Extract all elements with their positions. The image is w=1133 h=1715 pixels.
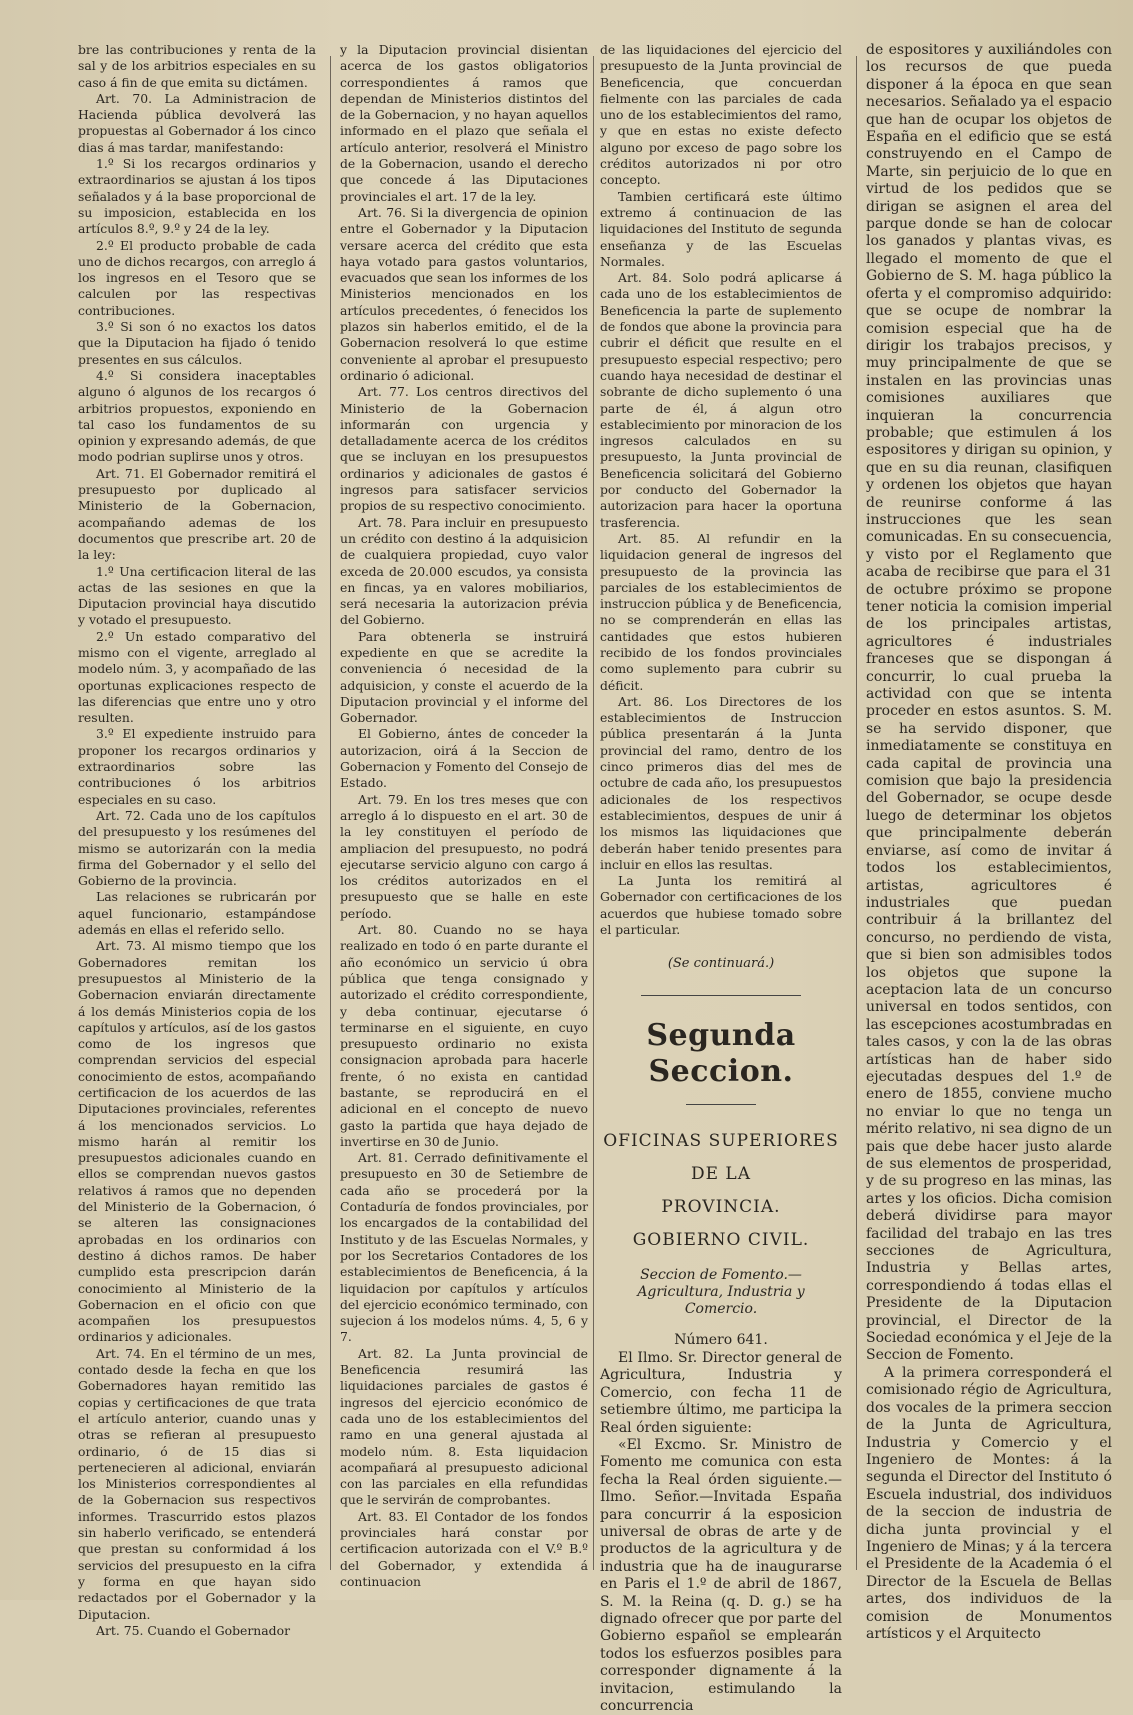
paragraph: 2.º El producto probable de cada uno de dichos recargos, con arreglo á los ingresos en el Tesoro que se calculen por las respectivas contribuciones. [78,237,316,318]
paragraph: 3.º Si son ó no exactos los datos que la Diputacion ha fijado ó tenido presentes en sus cálculos. [78,319,316,367]
paragraph: 1.º Una certificacion literal de las actas de las sesiones en que la Diputacion provincial haya discutido y votado el presupuesto. [78,563,316,628]
paragraph: Para obtenerla se instruirá expediente en que se acredite la conveniencia ó necesidad de la adquisicion, y conste el acuerdo de la Diputacion provincial y el informe del Gobernador. [340,628,588,726]
article-72: Art. 72. Cada uno de los capítulos del presupuesto y los resúmenes del mismo se autorizarán con la media firma del Gobernador y el sello del Gobierno de la provincia. [78,807,316,889]
column-rule [593,56,594,1570]
paragraph: bre las contribuciones y renta de la sal y de los arbitrios especiales en su caso á fin de que emita su dictámen. [78,42,316,90]
article-71: Art. 71. El Gobernador remitirá el presupuesto por duplicado al Ministerio de la Gobernacion, acompañando ademas de los documentos que prescribe art. 20 de la ley: [78,465,316,563]
office-heading: OFICINAS SUPERIORES DE LA [603,1130,839,1184]
article-75: Art. 75. Cuando el Gobernador [96,1622,290,1638]
office-heading: GOBIERNO CIVIL. [632,1229,810,1250]
paragraph: A la primera corresponderá el comisionado régio de Agricultura, dos vocales de la primera seccion de la Junta de Agricultura, Industria y Comercio y el Ingeniero de Montes: á la segunda el Director del Instituto ó Escuela industrial, dos individuos de la seccion de industria de dicha junta provincial y el Ingeniero de Minas; y á la tercera el Presidente de la Academia ó el Director de la Escuela de Bellas artes, dos individuos de la comision de Monumentos artísticos y el Arquitecto [866,1364,1112,1642]
article-86: Art. 86. Los Directores de los establecimientos de Instruccion pública presentarán á la Junta provincial del ramo, dentro de los cinco primeros dias del mes de octubre de cada año, los presupuestos adicionales de los respectivos establecimientos, despues de unir á los mismos las liquidaciones que deberán haber tenido presentes para incluir en ellos las resultas. [600,693,842,872]
paragraph: 3.º El expediente instruido para proponer los recargos ordinarios y extraordinarios sobre las contribuciones ó los arbitrios especiales en su caso. [78,726,316,807]
column-rule [856,56,857,1570]
document-number: Número 641. [674,1331,768,1348]
continued-note: (Se continuará.) [667,956,775,972]
paragraph: y la Diputacion provincial disientan acerca de los gastos obligatorios correspondientes á ramos que dependan de Ministerios distintos del de la Gobernacion, y no hayan aquellos informado en el plazo que señala el artículo anterior, resolverá el Ministro de la Gobernacion, usando el derecho que concede á las Diputaciones provinciales el art. 17 de la ley. [340,42,588,204]
article-76: Art. 76. Si la divergencia de opinion entre el Gobernador y la Diputacion versare acerca del crédito que esta haya votado para gastos voluntarios, evacuados que sean los informes de los Ministerios mencionados en los artículos precedentes, ó fenecidos los plazos sin haberlos emitido, el de la Gobernacion resolverá lo que estime conveniente al aprobar el presupuesto ordinario ó adicional. [340,204,588,383]
paragraph: Tambien certificará este último extremo á continuacion de las liquidaciones del Instituto de segunda enseñanza y de las Escuelas Normales. [600,188,842,269]
paragraph: 4.º Si considera inaceptables alguno ó algunos de los recargos ó arbitrios propuestos, exponiendo en tal caso los fundamentos de su opinion y expresando además, de que modo podrian suplirse unos y otros. [78,367,316,465]
column-3 [600,42,842,1715]
article-70: Art. 70. La Administracion de Hacienda pública devolverá las propuestas al Gobernador á los cinco dias á mas tardar, manifestando: [78,90,316,155]
office-heading: PROVINCIA. [661,1196,781,1217]
paragraph: La Junta los remitirá al Gobernador con certificaciones de los acuerdos que hubiese tomado sobre el particular. [600,873,842,938]
article-84: Art. 84. Solo podrá aplicarse á cada uno de los establecimientos de Beneficencia la parte de suplemento de fondos que abone la provincia para cubrir el déficit que resulte en el presupuesto especial respectivo; pero cuando haya necesidad de destinar el sobrante de dicho suplemento ó una parte de él, á algun otro establecimiento por minoracion de los ingresos calculados en su presupuesto, la Junta provincial de Beneficencia solicitará del Gobierno por conducto del Gobernador la autorizacion para hacer la oportuna trasferencia. [600,270,842,530]
column-1 [78,42,316,1638]
column-2 [340,42,588,1589]
paragraph: El Ilmo. Sr. Director general de Agricultura, Industria y Comercio, con fecha 11 de setiembre último, me participa la Real órden siguiente: [600,1349,842,1436]
article-80: Art. 80. Cuando no se haya realizado en todo ó en parte durante el año económico un servicio ú obra pública que tenga consignado y autorizado el crédito correspondiente, y deba continuar, ejecutarse ó terminarse en el siguiente, en cuyo presupuesto ordinario no exista consignacion aprobada para hacerle frente, ó no exista en cantidad bastante, se reproducirá en el adicional en el concepto de nuevo gasto la partida que haya dejado de invertirse en 30 de Junio. [340,922,588,1149]
article-78: Art. 78. Para incluir en presupuesto un crédito con destino á la adquisicion de cualquiera propiedad, cuyo valor exceda de 20.000 escudos, ya consista en fincas, ya en valores mobiliarios, será necesaria la autorizacion prévia del Gobierno. [340,514,588,628]
column-4 [866,42,1113,1642]
article-85: Art. 85. Al refundir en la liquidacion general de ingresos del presupuesto de la provincia las parciales de los establecimientos de instruccion pública y de Beneficencia, no se comprenderán en ellas las cantidades que estos hubieren recibido de los fondos provinciales como suplemento para cubrir su déficit. [600,530,842,693]
paragraph: 1.º Si los recargos ordinarios y extraordinarios se ajustan á los tipos señalados y á la base proporcional de su imposicion, establecida en los artículos 8.º, 9.º y 24 de la ley. [78,156,316,237]
article-74: Art. 74. En el término de un mes, contado desde la fecha en que los Gobernadores hayan remitido las copias y certificaciones de que trata el artículo anterior, cuando unas y otras se refieran al presupuesto ordinario, ó de 15 dias si pertenecieren al adicional, enviarán los Ministerios correspondientes al de la Gobernacion sus respectivos informes. Trascurrido estos plazos sin haberlo verificado, se entenderá que prestan su conformidad á los servicios del presupuesto en la cifra y forma en que hayan sido redactados por el Gobernador y la Diputacion. [78,1345,316,1622]
article-73: Art. 73. Al mismo tiempo que los Gobernadores remitan los presupuestos al Ministerio de la Gobernacion enviarán directamente á los demás Ministerios copia de los capítulos y artículos, así de los gastos como de los ingresos que comprendan servicios del especial conocimiento de estos, acompañando certificacion de los acuerdos de las Diputaciones provinciales, referentes á los mencionados servicios. Lo mismo harán al remitir los presupuestos adicionales cuando en ellos se comprendan nuevos gastos relativos á ramos que no dependen del Ministerio de la Gobernacion, ó se alteren las consignaciones aprobadas en los ordinarios con destino á dichos ramos. De haber cumplido esta prescripcion darán conocimiento al Ministerio de la Gobernacion en el oficio con que acompañen los presupuestos ordinarios y adicionales. [78,938,316,1345]
article-77: Art. 77. Los centros directivos del Ministerio de la Gobernacion informarán con urgencia y detalladamente acerca de los créditos que se incluyan en los presupuestos ordinarios y adicionales de gastos é ingresos para satisfacer servicios propios de su respectivo conocimiento. [340,384,588,514]
paragraph: «El Excmo. Sr. Ministro de Fomento me comunica con esta fecha la Real órden siguiente.—Ilmo. Señor.—Invitada España para concurrir á la esposicion universal de obras de arte y de productos de la agricultura y de industria que ha de inaugurarse en Paris el 1.º de abril de 1867, S. M. la Reina (q. D. g.) se ha dignado ofrecer que por parte del Gobierno español se emplearán todos los esfuerzos posibles para corresponder dignamente á la invitacion, estimulando la concurrencia [600,1436,842,1715]
section-subheading: Seccion de Fomento.—Agricultura, Industria y Comercio. [637,1266,805,1317]
paragraph: de las liquidaciones del ejercicio del presupuesto de la Junta provincial de Beneficencia, que concuerdan fielmente con las parciales de cada uno de los establecimientos del ramo, y que en estas no existe defecto alguno por exceso de pago sobre los créditos autorizados ni por otro concepto. [600,42,842,188]
article-79: Art. 79. En los tres meses que con arreglo á lo dispuesto en el art. 30 de la ley constituyen el período de ampliacion del presupuesto, no podrá ejecutarse servicio alguno con cargo á los créditos autorizados en el presupuesto que se halle en este período. [340,791,588,921]
section-title: Segunda Seccion. [646,1017,796,1089]
paragraph: El Gobierno, ántes de conceder la autorizacion, oirá á la Seccion de Gobernacion y Fomento del Consejo de Estado. [340,726,588,791]
column-rule [330,56,331,1570]
paragraph: Las relaciones se rubricarán por aquel funcionario, estampándose además en ellas el referido sello. [78,889,316,938]
article-83: Art. 83. El Contador de los fondos provinciales hará constar por certificacion autorizada con el V.º B.º del Gobernador, y extendida á continuacion [340,1508,588,1589]
article-82: Art. 82. La Junta provincial de Beneficencia resumirá las liquidaciones parciales de gastos é ingresos del ejercicio económico de cada uno de los establecimientos del ramo en una general ajustada al modelo núm. 8. Esta liquidacion acompañará al presupuesto adicional con las parciales en ella refundidas que le servirán de comprobantes. [340,1345,588,1508]
article-81: Art. 81. Cerrado definitivamente el presupuesto en 30 de Setiembre de cada año se procederá por la Contaduría de fondos provinciales, por los encargados de la contabilidad del Instituto y de las Escuelas Normales, y por los Secretarios Contadores de los establecimientos de Beneficencia, á la liquidacion por capítulos y artículos del ejercicio económico terminado, con sujecion á los modelos núms. 4, 5, 6 y 7. [340,1150,588,1345]
divider [686,1104,756,1105]
divider [641,995,801,996]
paragraph: de espositores y auxiliándoles con los recursos de que pueda disponer á la época en que sean necesarios. Señalado ya el espacio que han de ocupar los objetos de España en el edificio que se está construyendo en el Campo de Marte, sin perjuicio de lo que en virtud de los pedidos que se dirigan se asignen el area del parque donde se han de colocar los ganados y plantas vivas, es llegado el momento de que el Gobierno de S. M. haga público la oferta y el compromiso adquirido: que se ocupe de nombrar la comision especial que ha de dirigir los trabajos precisos, y muy principalmente de que se instalen en las provincias unas comisiones auxiliares que inquieran la concurrencia probable; que estimulen á los espositores y dirigan su opinion, y que en su dia reunan, clasifiquen y ordenen los objetos que hayan de reunirse conforme á las instrucciones que les sean comunicadas. En su consecuencia, y visto por el Reglamento que acaba de recibirse que para el 31 de octubre próximo se propone tener noticia la comision imperial de los principales artistas, agricultores é industriales franceses que se dispongan á concurrir, lo cual prueba la actividad con que se intenta proceder en estos asuntos. S. M. se ha servido disponer, que inmediatamente se constituya en cada capital de provincia una comision que bajo la presidencia del Gobernador, se ocupe desde luego de determinar los objetos que principalmente deberán enviarse, así como de invitar á todos los establecimientos, artistas, agricultores é industriales que puedan contribuir á la brillantez del concurso, no perdiendo de vista, que si bien son admisibles todos los objetos que supone la aceptacion lata de un concurso universal en todos sentidos, con las escepciones acostumbradas en tales casos, y con la de las obras artísticas han de haber sido ejecutadas despues del 1.º de enero de 1855, conviene mucho no enviar lo que no tenga un mérito relativo, ni sea digno de un pais que debe hacer justo alarde de sus elementos de prosperidad, y de su progreso en las minas, las artes y los oficios. Dicha comision deberá dividirse para mayor facilidad del trabajo en las tres secciones de Agricultura, Industria y Bellas artes, correspondiendo á todas ellas el Presidente de la Diputacion provincial, el Director de la Sociedad económica y el Jeje de la Seccion de Fomento. [866,42,1113,1364]
paragraph: 2.º Un estado comparativo del mismo con el vigente, arreglado al modelo núm. 3, y acompañado de las oportunas explicaciones respecto de las diferencias que entre uno y otro resulten. [78,628,316,726]
